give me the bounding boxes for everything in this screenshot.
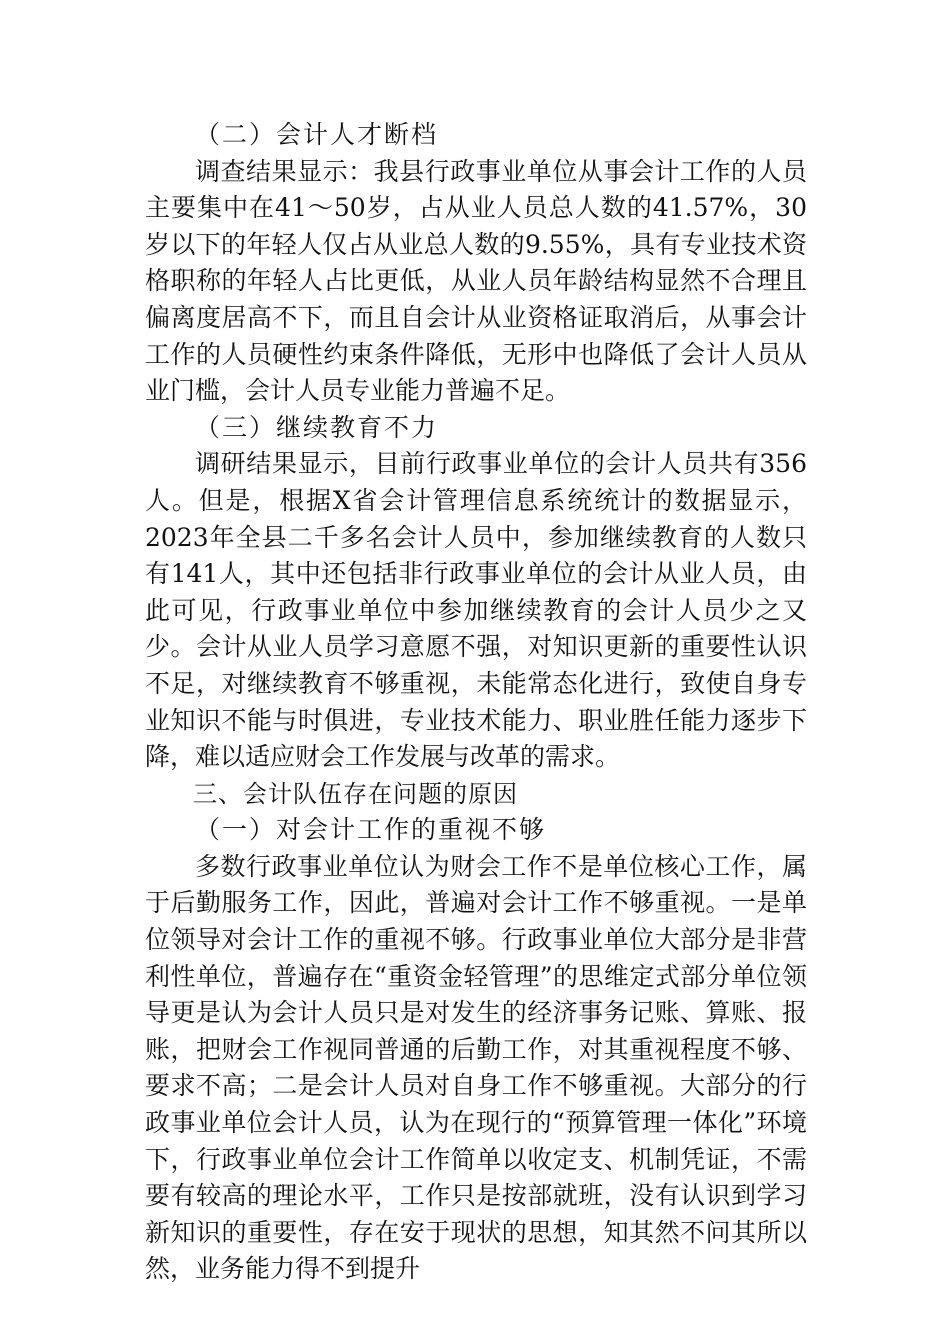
document-page xyxy=(145,117,807,1288)
chapter-heading-causes: 三、会计队伍存在问题的原因 xyxy=(193,779,518,808)
section-heading-insufficient-attention: （一）对会计工作的重视不够 xyxy=(195,815,547,845)
paragraph-talent-gap: 调查结果显示：我县行政事业单位从事会计工作的人员主要集中在41～50岁，占从业人员总人数的41.57%，30岁以下的年轻人仅占从业总人数的9.55%，具有专业技术资格职称的年轻人占比更低，从业人员年龄结构显然不合理且偏离度居高不下，而且自会计从业资格证取消后，从事会计工作的人员硬性约束条件降低，无形中也降低了会计人员从业门槛，会计人员专业能力普遍不足。 xyxy=(145,156,807,406)
paragraph-insufficient-attention: 多数行政事业单位认为财会工作不是单位核心工作，属于后勤服务工作，因此，普遍对会计工作不够重视。一是单位领导对会计工作的重视不够。行政事业单位大部分是非营利性单位，普遍存在“重资金轻管理”的思维定式部分单位领导更是认为会计人员只是对发生的经济事务记账、算账、报账，把财会工作视同普通的后勤工作，对其重视程度不够、要求不高；二是会计人员对自身工作不够重视。大部分的行政事业单位会计人员，认为在现行的“预算管理一体化”环境下，行政事业单位会计工作简单以收定支、机制凭证，不需要有较高的理论水平，工作只是按部就班，没有认识到学习新知识的重要性，存在安于现状的思想，知其然不问其所以然，业务能力得不到提升 xyxy=(145,851,807,1284)
section-heading-talent-gap: （二）会计人才断档 xyxy=(195,120,439,149)
section-heading-continuing-education: （三）继续教育不力 xyxy=(195,412,439,442)
paragraph-continuing-education: 调研结果显示，目前行政事业单位的会计人员共有356人。但是，根据X省会计管理信息系统统计的数据显示，2023年全县二千多名会计人员中，参加继续教育的人数只有141人，其中还包括非行政事业单位的会计从业人员，由此可见，行政事业单位中参加继续教育的会计人员少之又少。会计从业人员学习意愿不强，对知识更新的重要性认识不足，对继续教育不够重视，未能常态化进行，致使自身专业知识不能与时俱进，专业技术能力、职业胜任能力逐步下降，难以适应财会工作发展与改革的需求。 xyxy=(145,449,807,772)
